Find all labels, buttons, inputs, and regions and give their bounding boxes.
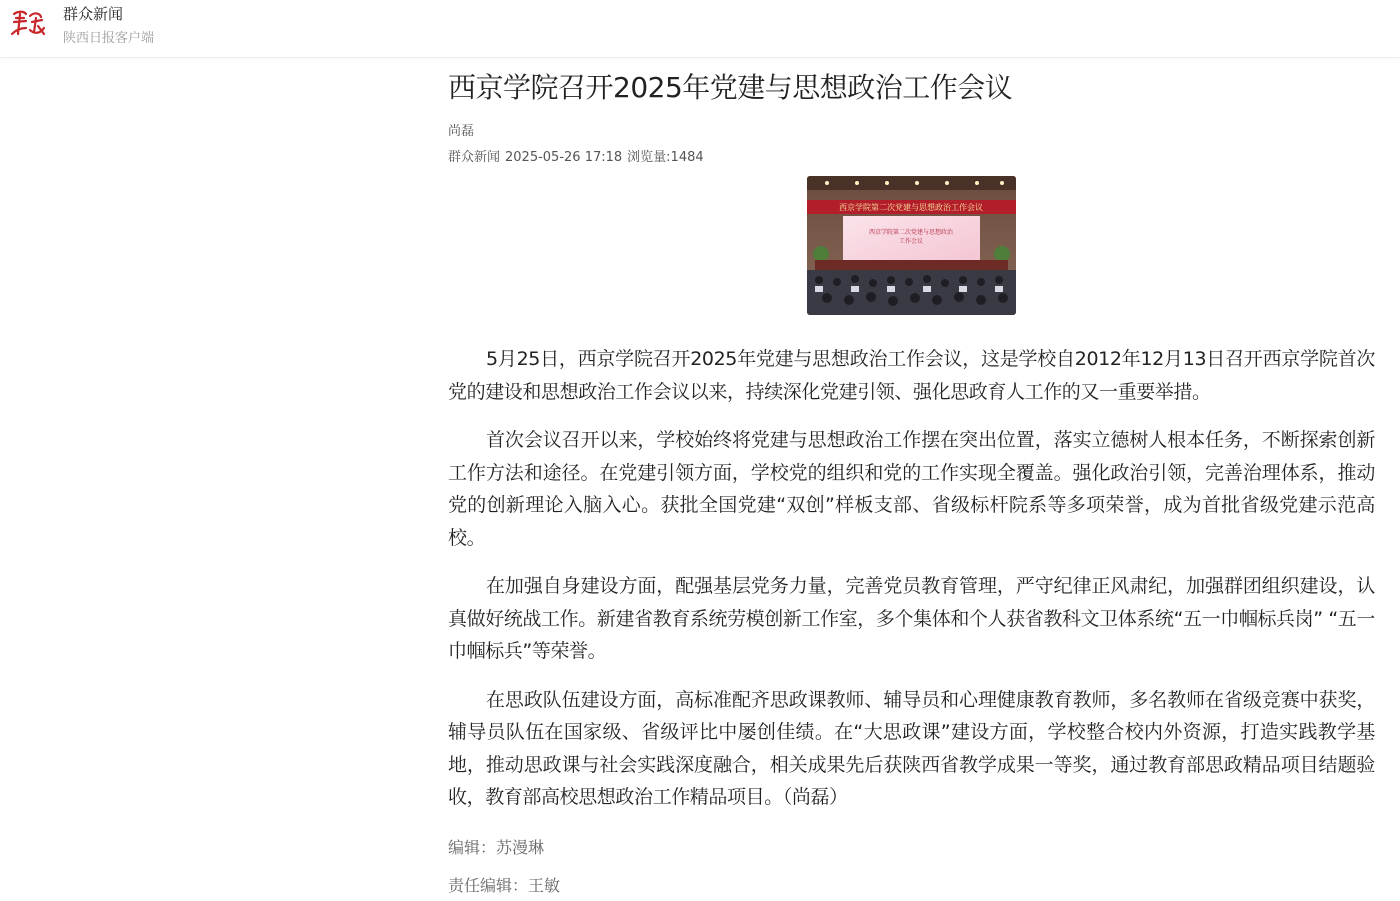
article-image-container (448, 175, 1375, 315)
article (448, 60, 1375, 896)
screen-text-2: 工作会议 (898, 238, 924, 245)
paragraph: 在加强自身建设方面，配强基层党务力量，完善党员教育管理，严守纪律正风肃纪，加强群团组织建设，认真做好统战工作。新建省教育系统劳模创新工作室，多个集体和个人获省教科文卫体系统“五一巾帼标兵岗” “五一巾帼标兵”等荣誉。 (448, 575, 1375, 662)
paragraph: 首次会议召开以来，学校始终将党建与思想政治工作摆在突出位置，落实立德树人根本任务，不断探索创新工作方法和途径。在党建引领方面，学校党的组织和党的工作实现全覆盖。强化政治引领，完善治理体系，推动党的创新理论入脑入心。获批全国党建“双创”样板支部、省级标杆院系等多项荣誉，成为首批省级党建示范高校。 (448, 429, 1375, 549)
paragraph: 5月25日，西京学院召开2025年党建与思想政治工作会议，这是学校自2012年12月13日召开西京学院首次党的建设和思想政治工作会议以来，持续深化党建引领、强化思政育人工作的又一重要举措。 (448, 348, 1375, 403)
conference-photo[interactable] (807, 176, 1016, 315)
screen-text-1: 西京学院第二次党建与思想政治 (868, 229, 954, 236)
banner-text: 西京学院第二次党建与思想政治工作会议 (839, 203, 983, 212)
paragraph: 在思政队伍建设方面，高标准配齐思政课教师、辅导员和心理健康教育教师，多名教师在省级竞赛中获奖，辅导员队伍在国家级、省级评比中屡创佳绩。在“大思政课”建设方面，学校整合校内外资源，打造实践教学基地，推动思政课与社会实践深度融合，相关成果先后获陕西省教学成果一等奖，通过教育部思政精品项目结题验收，教育部高校思想政治工作精品项目。（尚磊） (448, 688, 1375, 808)
chief-editor-credit: 责任编辑：王敏 (448, 875, 561, 895)
app-name[interactable]: 群众新闻 (63, 5, 124, 23)
article-body (448, 343, 1375, 814)
article-datetime: 2025-05-26 17:18 (505, 150, 623, 165)
article-views: 浏览量:1484 (627, 150, 704, 165)
app-header (0, 0, 1400, 58)
app-subtitle: 陕西日报客户端 (63, 31, 155, 46)
article-meta (448, 149, 1375, 167)
article-author: 尚磊 (448, 124, 475, 139)
qunzhong-logo-icon[interactable] (8, 8, 48, 40)
article-source[interactable]: 群众新闻 (448, 150, 501, 165)
article-title: 西京学院召开2025年党建与思想政治工作会议 (448, 71, 1013, 104)
editor-credit: 编辑：苏漫琳 (448, 837, 545, 857)
